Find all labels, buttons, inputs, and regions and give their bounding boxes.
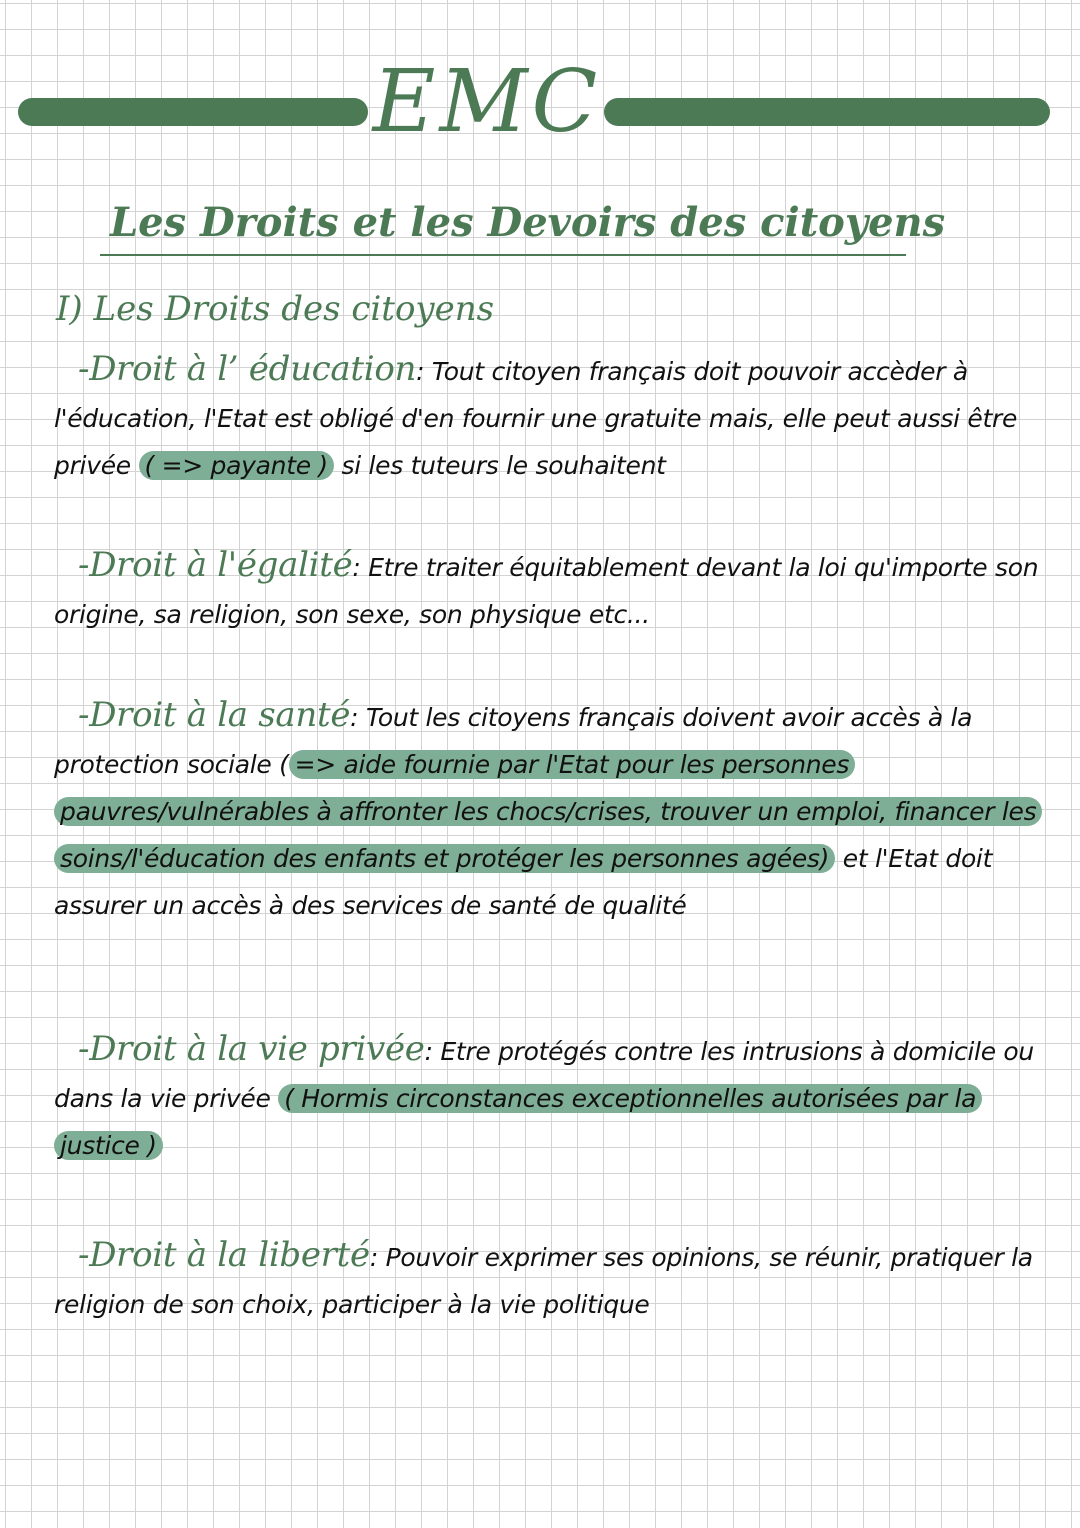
section-heading: I) Les Droits des citoyens (56, 289, 495, 329)
right-health: -Droit à la santé: Tout les citoyens français doivent avoir accès à la protection sociale ( => aide fournie par l'Etat pour les personnes pauvres/vulnérables à affronter les chocs/crises, trouver un emploi, financer les soins/l'éducation des enfants et protéger les personnes agées) et l'Etat doit assurer un accès à des services de santé de qualité (54, 692, 1044, 929)
right-text-after: si les tuteurs le souhaitent (333, 451, 666, 480)
right-text: Tout les citoyens français doivent avoir accès à la protection sociale ( (54, 703, 973, 779)
right-private-life: -Droit à la vie privée: Etre protégés contre les intrusions à domicile ou dans la vie privée ( Hormis circonstances exceptionnelles autorisées par la justice ) (54, 1029, 1034, 1160)
title-decoration-bar-left (18, 98, 368, 126)
right-text: Etre traiter équitablement devant la loi qu'importe son origine, sa religion, son sexe, son physique etc... (54, 553, 1039, 629)
highlighted-text: => aide fournie par l'Etat pour les personnes pauvres/vulnérables à affronter les chocs/crises, trouver un emploi, financer les soins/l'éducation des enfants et protéger les personnes agées) (54, 750, 1042, 873)
highlighted-text: ( Hormis circonstances exceptionnelles autorisées par la justice ) (54, 1084, 982, 1160)
right-text: Etre protégés contre les intrusions à domicile ou dans la vie privée (54, 1037, 1034, 1113)
subtitle-underline (100, 254, 906, 256)
page-title: EMC (372, 52, 602, 152)
highlighted-text: ( => payante ) (139, 451, 334, 480)
right-term: -Droit à l'égalité (78, 545, 353, 585)
right-term: -Droit à la liberté (78, 1235, 370, 1275)
right-term: -Droit à la vie privée (78, 1029, 425, 1069)
right-text: Pouvoir exprimer ses opinions, se réunir, pratiquer la religion de son choix, participer à la vie politique (54, 1243, 1033, 1319)
right-text-after: et l'Etat doit assurer un accès à des services de santé de qualité (54, 844, 993, 920)
right-term: -Droit à l’ éducation (78, 349, 417, 389)
right-term: -Droit à la santé (78, 695, 351, 735)
right-equality: -Droit à l'égalité: Etre traiter équitablement devant la loi qu'importe son origine, sa religion, son sexe, son physique etc... (54, 545, 1039, 629)
title-decoration-bar-right (604, 98, 1050, 126)
right-liberty: -Droit à la liberté: Pouvoir exprimer ses opinions, se réunir, pratiquer la religion de son choix, participer à la vie politique (54, 1235, 1033, 1319)
right-education: -Droit à l’ éducation: Tout citoyen français doit pouvoir accèder à l'éducation, l'Etat est obligé d'en fournir une gratuite mais, elle peut aussi être privée ( => payante ) si les tuteurs le souhaitent (54, 349, 1018, 480)
document-subtitle: Les Droits et les Devoirs des citoyens (110, 199, 946, 246)
right-text: Tout citoyen français doit pouvoir accèder à l'éducation, l'Etat est obligé d'en fournir une gratuite mais, elle peut aussi être privée (54, 357, 1018, 480)
